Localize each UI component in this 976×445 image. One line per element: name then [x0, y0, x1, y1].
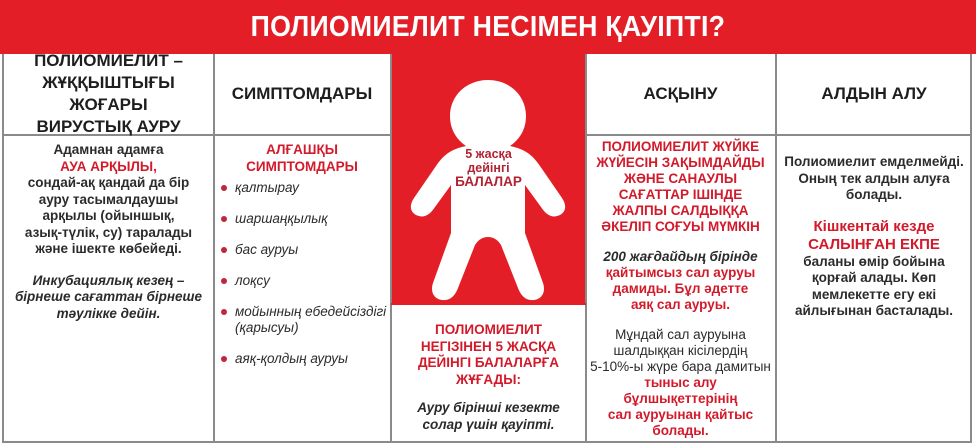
- row-divider: [391, 303, 586, 305]
- row-divider: [586, 134, 972, 136]
- bullet-icon: [221, 278, 227, 284]
- column-heading-complications: [586, 54, 775, 134]
- stat-line: 200 жағдайдың бірінде: [603, 249, 758, 264]
- note-line: Ауру бірінші кезекте: [417, 400, 560, 415]
- column-heading-symptoms: [214, 54, 390, 134]
- symptom-text: шаршаңқылық: [235, 211, 328, 226]
- symptom-text: бас ауруы: [235, 242, 299, 257]
- heading-line: ПОЛИОМИЕЛИТ –: [34, 51, 183, 70]
- list-item: [219, 273, 389, 289]
- text-line: айлығынан басталады.: [794, 303, 954, 318]
- text-line: сондай-ақ қандай да бір: [27, 175, 190, 190]
- note-line: солар үшін қауіпті.: [422, 416, 555, 432]
- heading-line: ВИРУСТЫҚ АУРУ: [36, 117, 181, 136]
- list-item: [219, 180, 389, 196]
- detail-line: 5-10%-ы жүре бара дамитын: [590, 359, 771, 374]
- bullet-icon: [221, 247, 227, 253]
- text-line: баланы өмір бойына: [803, 253, 945, 269]
- column-heading-disease: [4, 51, 213, 136]
- detail-line: сал ауруынан қайтыс: [607, 407, 754, 422]
- highlight-line: САҒАТТАР ІШІНДЕ: [618, 187, 743, 202]
- text-line: мемлекетте егу екі: [811, 286, 937, 302]
- detail-line: болады.: [652, 423, 709, 438]
- complications-text: [586, 139, 775, 439]
- incubation-note: Инкубациялық кезең –: [32, 272, 185, 288]
- highlight-line: ПОЛИОМИЕЛИТ: [435, 322, 542, 337]
- highlight-line: НЕГІЗІНЕН 5 ЖАСҚА: [420, 338, 557, 354]
- text-line: Оның тек алдын алуға: [798, 170, 950, 186]
- symptoms-list: [219, 180, 389, 382]
- highlight-line: ЖҰҒАДЫ:: [456, 371, 521, 387]
- bullet-icon: [221, 356, 227, 362]
- page-title: ПОЛИОМИЕЛИТ НЕСІМЕН ҚАУІПТІ?: [250, 10, 726, 43]
- highlight-line: ДЕЙІНГІ БАЛАЛАРҒА: [417, 355, 560, 370]
- highlight-line: ЖӘНЕ САНАУЛЫ: [623, 171, 738, 186]
- symptoms-subheading: [214, 142, 390, 175]
- detail-line: бұлшықеттерінің: [623, 391, 738, 406]
- stat-line: аяқ сал ауруы.: [630, 297, 731, 312]
- text-line: ауру тасымалдаушы: [38, 191, 179, 207]
- highlight-line: САЛЫНҒАН ЕКПЕ: [808, 235, 940, 253]
- text-line: және ішекте көбейеді.: [35, 241, 182, 256]
- highlight-line: ЖҮЙЕСІН ЗАҚЫМДАЙДЫ: [596, 155, 765, 170]
- incubation-note: бірнеше сағаттан бірнеше: [14, 289, 203, 304]
- stat-line: дамиды. Бұл әдетте: [612, 281, 749, 296]
- bullet-icon: [221, 309, 227, 315]
- children-risk-text: [391, 322, 586, 433]
- figure-label-line: БАЛАЛАР: [455, 174, 522, 189]
- transmission-text: [4, 142, 213, 322]
- figure-label-line: дейінгі: [467, 161, 510, 175]
- text-line: азық-түлік, су) таралады: [24, 224, 193, 240]
- highlight-line: ӘКЕЛІП СОҒУЫ МҮМКІН: [601, 219, 760, 234]
- figure-label-line: 5 жасқа: [465, 147, 512, 161]
- detail-line: шалдыққан кісілердің: [613, 343, 748, 358]
- heading-line: СИМПТОМДАРЫ: [231, 84, 373, 103]
- text-line: болады.: [845, 187, 903, 202]
- list-item: [219, 351, 389, 367]
- symptom-text: қалтырау: [235, 180, 299, 195]
- highlight-line: АУА АРҚЫЛЫ,: [60, 158, 157, 174]
- list-item: [219, 242, 389, 258]
- highlight-line: ПОЛИОМИЕЛИТ ЖҮЙКЕ: [601, 139, 760, 154]
- symptom-text: лоқсу: [235, 273, 270, 288]
- subheading-line: СИМПТОМДАРЫ: [246, 158, 358, 174]
- text-line: қорғай алады. Көп: [811, 270, 937, 285]
- heading-line: АСҚЫНУ: [643, 84, 718, 103]
- incubation-note: тәулікке дейін.: [56, 305, 161, 321]
- detail-line: тыныс алу: [644, 375, 717, 390]
- text-line: арқылы (ойыншық,: [42, 208, 175, 223]
- heading-line: ЖҰҚҚЫШТЫҒЫ ЖОҒАРЫ: [42, 73, 175, 114]
- detail-line: Мұндай сал ауруына: [615, 327, 746, 342]
- title-banner: [0, 0, 976, 54]
- symptom-text: мойынның ебедейсіздігі (қарысуы): [235, 304, 387, 335]
- bullet-icon: [221, 185, 227, 191]
- subheading-line: АЛҒАШҚЫ: [266, 142, 338, 157]
- prevention-text: [776, 154, 972, 320]
- highlight-line: ЖАЛПЫ САЛДЫҚҚА: [612, 203, 749, 218]
- symptom-text: аяқ-қолдың ауруы: [235, 351, 348, 366]
- text-line: Адамнан адамға: [53, 142, 164, 157]
- stat-line: қайтымсыз сал ауруы: [605, 265, 756, 280]
- list-item: [219, 211, 389, 227]
- column-heading-prevention: [776, 54, 972, 134]
- heading-line: АЛДЫН АЛУ: [821, 84, 927, 103]
- list-item: [219, 304, 389, 336]
- highlight-line: Кішкентай кезде: [813, 217, 935, 235]
- bullet-icon: [221, 216, 227, 222]
- text-line: Полиомиелит емделмейді.: [784, 154, 964, 169]
